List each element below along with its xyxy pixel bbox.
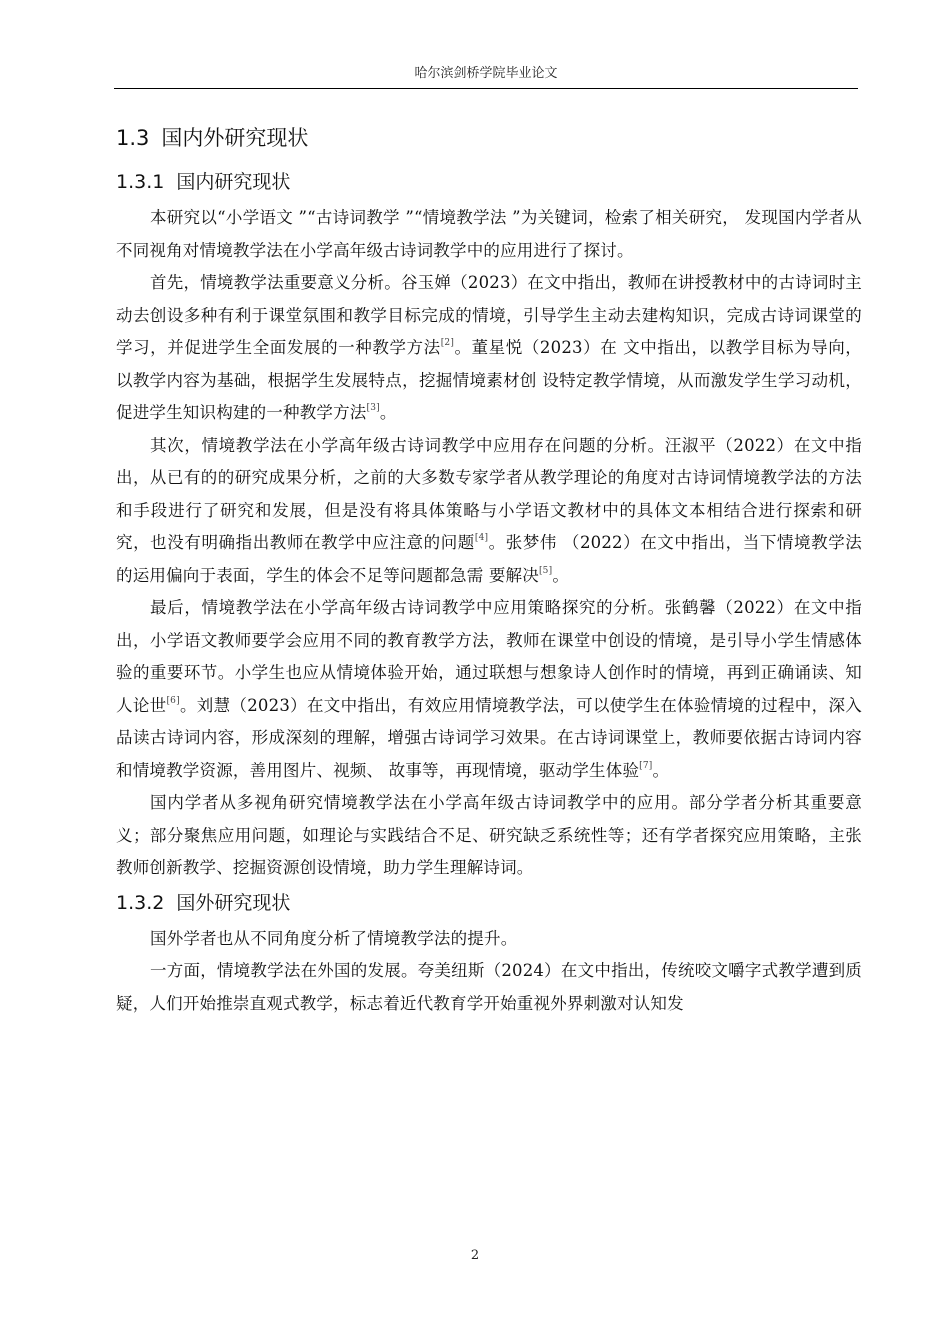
- paragraph-text: 。张梦伟 （2022）在文中指出，当下情境教学法的运用偏向于表面，学生的体会不足等问题都急需 要解决: [116, 533, 862, 585]
- citation-ref: [3]: [366, 403, 380, 413]
- subsection-number: 1.3.2: [116, 891, 165, 914]
- paragraph-text: 。: [552, 565, 570, 585]
- section-number: 1.3: [116, 126, 150, 150]
- paragraph-strategies: [116, 592, 862, 787]
- section-title: 国内外研究现状: [161, 126, 309, 150]
- paragraph-text: 其次，情境教学法在小学高年级古诗词教学中应用存在问题的分析。汪淑平（2022）在文中指出，从已有的的研究成果分析，之前的大多数专家学者从教学理论的角度对古诗词情境教学法的方法和手段进行了研究和发展，但是没有将具体策略与小学语文教材中的具体文本相结合进行探索和研究，也没有明确指出教师在教学中应注意的问题: [116, 435, 862, 552]
- paragraph-text: 。刘慧（2023）在文中指出，有效应用情境教学法，可以使学生在体验情境的过程中，深入品读古诗词内容，形成深刻的理解，增强古诗词学习效果。在古诗词课堂上，教师要依据古诗词内容和情境教学资源，善用图片、视频、 故事等，再现情境，驱动学生体验: [116, 695, 862, 780]
- paragraph-summary: 国内学者从多视角研究情境教学法在小学高年级古诗词教学中的应用。部分学者分析其重要意义；部分聚焦应用问题，如理论与实践结合不足、研究缺乏系统性等；还有学者探究应用策略，主张教师创新教学、挖掘资源创设情境，助力学生理解诗词。: [116, 793, 862, 877]
- paragraph-foreign-intro: 国外学者也从不同角度分析了情境教学法的提升。: [150, 928, 518, 948]
- header-title: 哈尔滨剑桥学院毕业论文: [414, 66, 558, 81]
- subsection-title: 国外研究现状: [176, 891, 291, 914]
- section-heading-1-3: [116, 118, 862, 158]
- subsection-number: 1.3.1: [116, 171, 165, 193]
- paragraph-foreign-development: 一方面，情境教学法在外国的发展。夸美纽斯（2024）在文中指出，传统咬文嚼字式教学遭到质疑，人们开始推崇直观式教学，标志着近代教育学开始重视外界刺激对认知发: [116, 961, 862, 1013]
- paragraph-text: 最后，情境教学法在小学高年级古诗词教学中应用策略探究的分析。张鹤馨（2022）在文中指出，小学语文教师要学会应用不同的教育教学方法，教师在课堂中创设的情境，是引导小学生情感体验的重要环节。小学生也应从情境体验开始，通过联想与想象诗人创作时的情境，再到正确诵读、知人论世: [116, 598, 862, 715]
- paragraph-text: 。: [652, 760, 670, 780]
- page-header: [114, 62, 858, 89]
- paragraph-text: 。: [379, 403, 397, 422]
- section-heading-1-3-1: [116, 164, 862, 200]
- paragraph-significance: [116, 267, 862, 430]
- paragraph-intro: 本研究以“小学语文 ”“古诗词教学 ”“情境教学法 ”为关键词，检索了相关研究， 发现国内学者从不同视角对情境教学法在小学高年级古诗词教学中的应用进行了探讨。: [116, 208, 862, 260]
- citation-ref: [6]: [166, 695, 180, 706]
- section-heading-1-3-2: [116, 885, 862, 921]
- page-number: 2: [470, 1248, 480, 1263]
- citation-ref: [7]: [639, 760, 653, 771]
- document-body: [116, 118, 862, 1020]
- subsection-title: 国内研究现状: [176, 171, 291, 193]
- paragraph-problems: [116, 430, 862, 593]
- paragraph-text: 。董星悦（2023）在 文中指出，以教学目标为导向，以教学内容为基础，根据学生发展特点，挖掘情境素材创 设特定教学情境，从而激发学生学习动机，促进学生知识构建的一种教学方法: [116, 338, 862, 422]
- citation-ref: [4]: [474, 533, 489, 543]
- citation-ref: [5]: [538, 565, 553, 576]
- paragraph-text: 首先，情境教学法重要意义分析。谷玉婵（2023）在文中指出，教师在讲授教材中的古诗词时主动去创设多种有利于课堂氛围和教学目标完成的情境，引导学生主动去建构知识，完成古诗词课堂的学习，并促进学生全面发展的一种教学方法: [116, 273, 862, 357]
- citation-ref: [2]: [440, 338, 455, 348]
